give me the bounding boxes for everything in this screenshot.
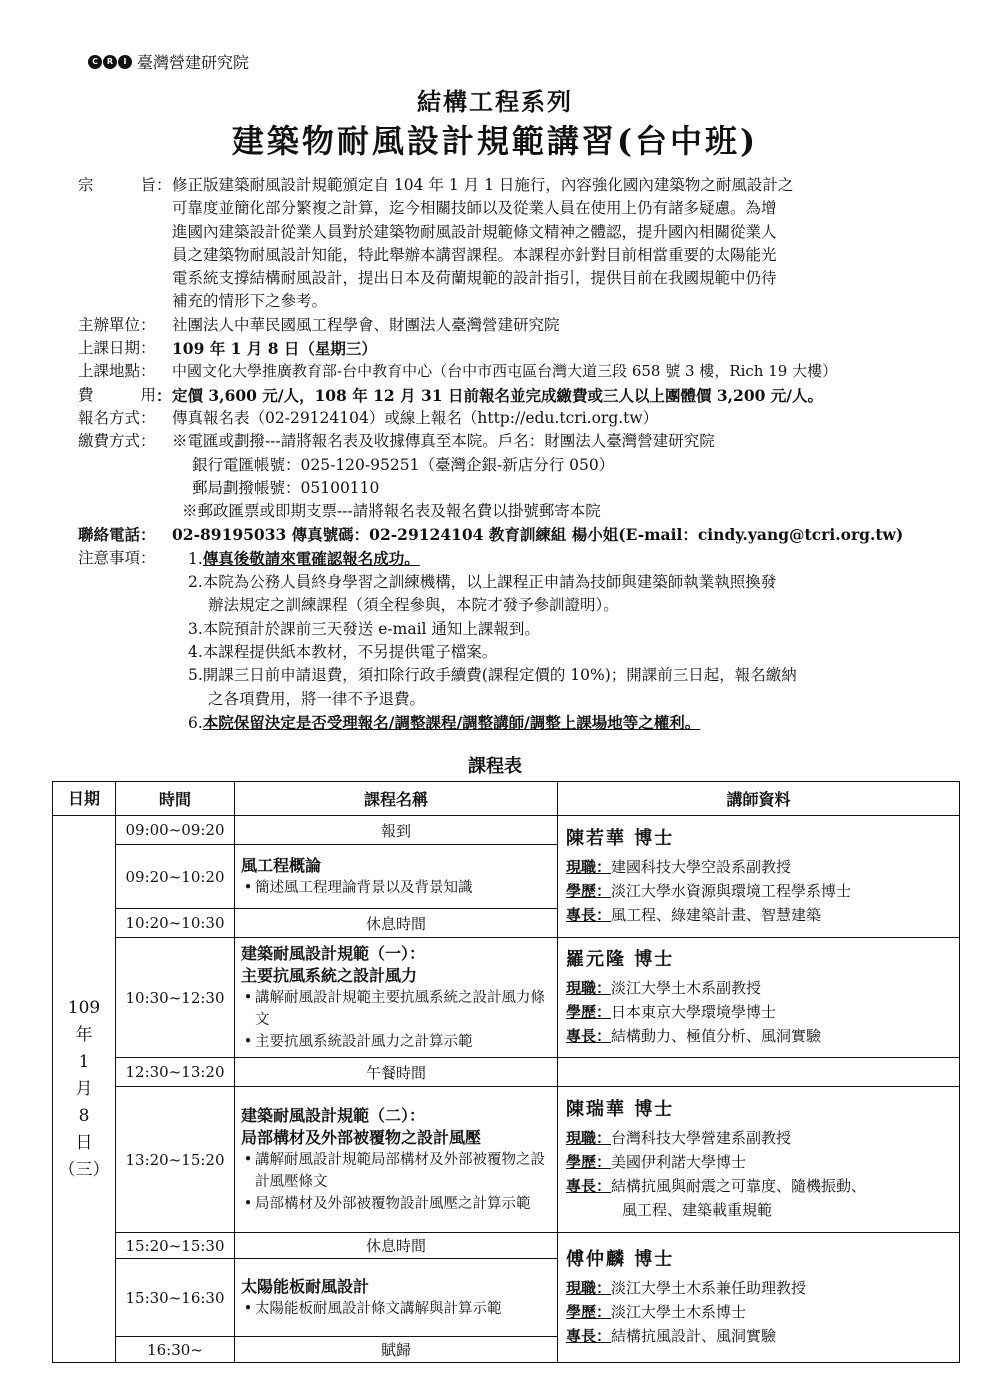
- venue-row: 上課地點： 中國文化大學推廣教育部-台中教育中心（台中市西屯區台灣大道三段 658 號 3 樓，Rich 19 大樓）: [78, 362, 838, 381]
- table-row: [53, 1087, 960, 1233]
- schedule-header-row: [53, 782, 960, 816]
- instructor-cell: 陳若華 博士 現職： 建國科技大學空設系副教授 學歷： 淡江大學水資源與環境工程學系博士 專長： 風工程、綠建築計畫、智慧建築: [558, 816, 960, 938]
- schedule-title: 課程表: [468, 756, 522, 777]
- course-cell: 休息時間: [235, 909, 558, 938]
- fee-row: 費 用 ：定價 3,600 元/人，108 年 12 月 31 日前報名並完成繳費或三人以上團體價 3,200 元/人。: [78, 385, 823, 405]
- note-5: 5.開課三日前申請退費，須扣除行政手續費(課程定價的 10%)；開課前三日起，報名繳納: [188, 666, 797, 685]
- purpose-label: 宗 旨: [78, 176, 156, 194]
- contact-row: 聯絡電話： 02-89195033 傳真號碼：02-29124104 教育訓練組 楊小姐(E-mail：cindy.yang@tcri.org.tw): [78, 525, 904, 545]
- time-cell: 09:20~10:20: [116, 845, 235, 909]
- time-cell: 15:20~15:30: [116, 1233, 235, 1259]
- time-cell: 16:30~: [116, 1337, 235, 1363]
- header-instructor: 講師資料: [558, 782, 960, 816]
- course-cell: 太陽能板耐風設計 • 太陽能板耐風設計條文講解與計算示範: [235, 1259, 558, 1337]
- header-time: 時間: [116, 782, 235, 816]
- instructor-cell: 陳瑞華 博士 現職： 台灣科技大學營建系副教授 學歷： 美國伊利諾大學博士 專長： 結構抗風與耐震之可靠度、隨機振動、 風工程、建築載重規範: [558, 1087, 960, 1233]
- schedule-table: [52, 781, 960, 1363]
- time-cell: 13:20~15:20: [116, 1087, 235, 1233]
- time-cell: 12:30~13:20: [116, 1058, 235, 1087]
- page-title: 建築物耐風設計規範講習(台中班): [231, 122, 759, 160]
- course-cell: 報到: [235, 816, 558, 845]
- date-row: 上課日期： 109 年 1 月 8 日（星期三）: [78, 339, 377, 359]
- org-header: [88, 50, 249, 73]
- series-title: 結構工程系列: [417, 87, 573, 116]
- time-cell: 10:20~10:30: [116, 909, 235, 938]
- course-cell: 休息時間: [235, 1233, 558, 1259]
- table-row: [53, 816, 960, 845]
- purpose-row: [78, 174, 938, 314]
- instructor-name: 傅仲麟 博士: [566, 1248, 675, 1270]
- org-name: 臺灣營建研究院: [137, 53, 250, 72]
- signup-row: 報名方式： 傳真報名表（02-29124104）或線上報名（http://edu.tcri.org.tw）: [78, 408, 659, 427]
- money-order-note: ※郵政匯票或即期支票---請將報名表及報名費以掛號郵寄本院: [182, 502, 601, 521]
- time-cell: 09:00~09:20: [116, 816, 235, 845]
- notes-row: 注意事項： 1.傳真後敬請來電確認報名成功。 2.本院為公務人員終身學習之訓練機構，以上課程正申請為技師與建築師執業執照換發 辦法規定之訓練課程（須全程參與，本院才發予參訓證明）。 3.本院預計於課前三天發送 e-mail 通知上課報到。 4.本課程提供紙本教材，不另提供電子檔案。 5.開課三日前申請退費，須扣除行政手續費(課程定價的 10%)；開課前三日起，報名繳納 之各項費用，將一律不予退費。 6.本院保留決定是否受理報名/調整課程/調整講師/調整上課場地等之權利。: [78, 547, 938, 735]
- empty-instructor-cell: [558, 1058, 960, 1087]
- payment-row: 繳費方式： ※電匯或劃撥---請將報名表及收據傳真至本院。戶名：財團法人臺灣營建研究院: [78, 432, 715, 451]
- time-cell: 10:30~12:30: [116, 938, 235, 1058]
- bank-account: 銀行電匯帳號：025-120-95251（臺灣企銀-新店分行 050）: [192, 455, 615, 474]
- course-cell: 建築耐風設計規範（一）： 主要抗風系統之設計風力 • 講解耐風設計規範主要抗風系統之設計風力條文 • 主要抗風系統設計風力之計算示範: [235, 938, 558, 1058]
- instructor-name: 羅元隆 博士: [566, 948, 675, 970]
- tcri-logo: C R I: [88, 55, 133, 69]
- note-4: 4.本課程提供紙本教材，不另提供電子檔案。: [188, 642, 498, 661]
- table-row: [53, 1058, 960, 1087]
- course-info: [78, 174, 938, 735]
- note-6: 6.本院保留決定是否受理報名/調整課程/調整講師/調整上課場地等之權利。: [188, 712, 701, 732]
- purpose-text: ：修正版建築耐風設計規範頒定自 104 年 1 月 1 日施行，內容強化國內建築物之耐風設計之 可靠度並簡化部分繁複之計算，迄今相關技師以及從業人員在使用上仍有諸多疑慮。為增 進國內建築設計從業人員對於建築物耐風設計規範條文精神之體認，提升國內相關從業人 員之建築物耐風設計知能，特此舉辦本講習課程。本課程亦針對目前相當重要的太陽能光 電系統支撐結構耐風設計，提出日本及荷蘭規範的設計指引，提供目前在我國規範中仍待 補充的情形下之參考。: [156, 176, 794, 311]
- header-course: 課程名稱: [235, 782, 558, 816]
- date-cell: 109 年 1 月 8 日 （三）: [53, 816, 116, 1363]
- course-cell: 賦歸: [235, 1337, 558, 1363]
- instructor-name: 陳瑞華 博士: [566, 1098, 675, 1120]
- postal-account: 郵局劃撥帳號：05100110: [192, 478, 380, 497]
- course-cell: 風工程概論 • 簡述風工程理論背景以及背景知識: [235, 845, 558, 909]
- table-row: [53, 938, 960, 1058]
- instructor-cell: 傅仲麟 博士 現職： 淡江大學土木系兼任助理教授 學歷： 淡江大學土木系博士 專長： 結構抗風設計、風洞實驗: [558, 1233, 960, 1363]
- notes-list: [172, 547, 938, 735]
- time-cell: 15:30~16:30: [116, 1259, 235, 1337]
- note-2-cont: 辦法規定之訓練課程（須全程參與，本院才發予參訓證明）。: [208, 596, 619, 615]
- instructor-cell: 羅元隆 博士 現職： 淡江大學土木系副教授 學歷： 日本東京大學環境學博士 專長： 結構動力、極值分析、風洞實驗: [558, 938, 960, 1058]
- note-2: 2.本院為公務人員終身學習之訓練機構，以上課程正申請為技師與建築師執業執照換發: [188, 573, 777, 592]
- instructor-name: 陳若華 博士: [566, 827, 675, 849]
- header-date: 日期: [53, 782, 116, 816]
- organizer-row: 主辦單位： 社團法人中華民國風工程學會、財團法人臺灣營建研究院: [78, 315, 560, 334]
- note-1: 1.傳真後敬請來電確認報名成功。: [188, 548, 420, 568]
- table-row: [53, 1233, 960, 1259]
- course-cell: 午餐時間: [235, 1058, 558, 1087]
- note-3: 3.本院預計於課前三天發送 e-mail 通知上課報到。: [188, 619, 540, 638]
- course-cell: 建築耐風設計規範（二）： 局部構材及外部被覆物之設計風壓 • 講解耐風設計規範局部構材及外部被覆物之設計風壓條文 • 局部構材及外部被覆物設計風壓之計算示範: [235, 1087, 558, 1233]
- note-5-cont: 之各項費用，將一律不予退費。: [208, 689, 426, 708]
